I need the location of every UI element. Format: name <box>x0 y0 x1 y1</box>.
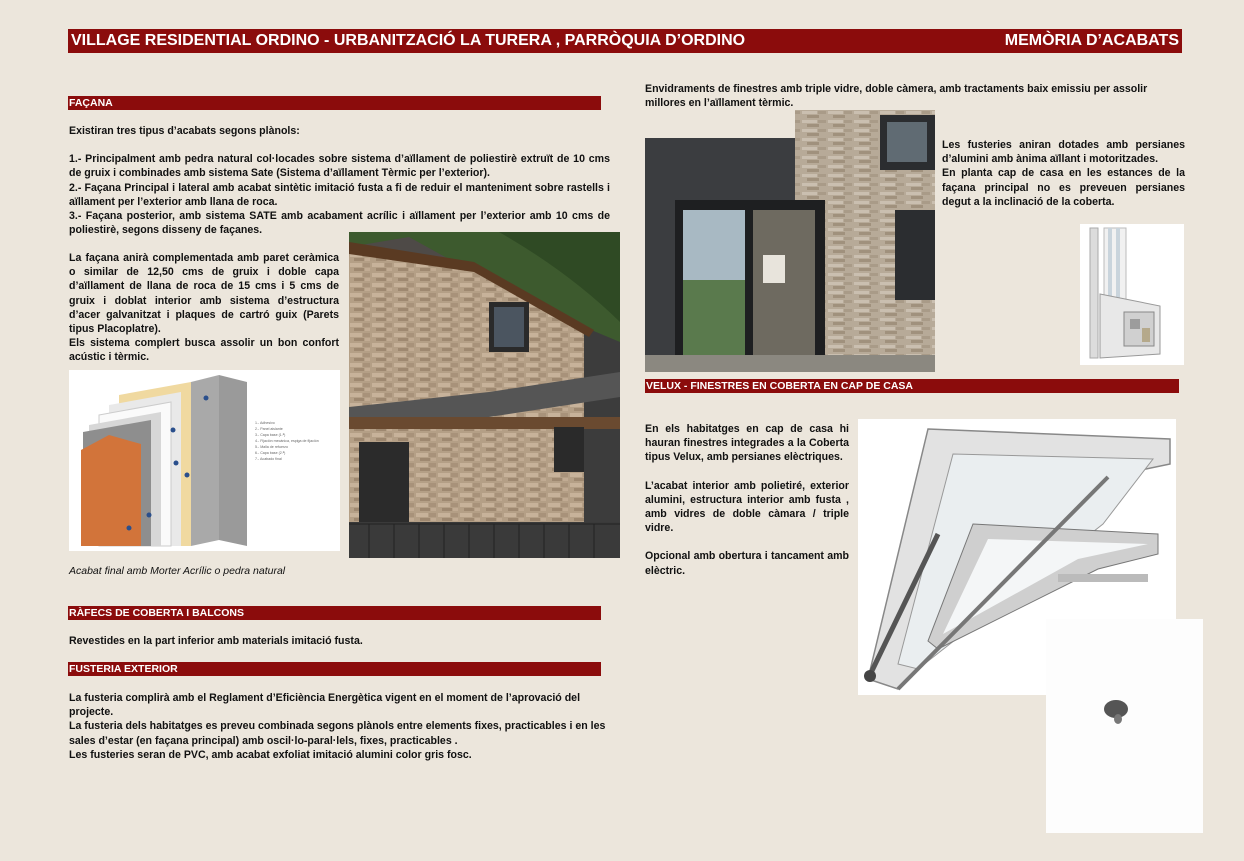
velux-para-1: En els habitatges en cap de casa hi hauran finestres integrades a la Coberta tipus Velux, amb persianes elèctriques. <box>645 423 849 464</box>
facana-para2: La façana anirà complementada amb paret ceràmica o similar de 12,50 cms de gruix i doble capa d’aïllament de llana de roca de 15 cms i 5 cms de gruix i doblat interior amb sistema d’estructura d’acer galvanitzat i plaques de cartró guix (Parets tipus Placoplatre). <box>69 252 339 336</box>
layer-legend-6: 6.- Capa base (2.ª) <box>255 451 286 455</box>
layer-legend-1: 1.- Adhesivo <box>255 421 275 425</box>
layer-legend-4: 4.- Fijación mecánica, espiga de fijación <box>255 439 319 443</box>
facana-para3: Els sistema complert busca assolir un bon confort acústic i tèrmic. <box>69 337 339 364</box>
layer-legend-3: 3.- Capa base (1.ª) <box>255 433 286 437</box>
fusteria-text <box>69 691 610 762</box>
facana-item-3: 3.- Façana posterior, amb sistema SATE amb acabament acrílic i aïllament per l’exterior amb 10 cms de poliestirè, segons disseny de façanes. <box>69 210 610 237</box>
facana-item-2: 2.- Façana Principal i lateral amb acabat sintètic imitació fusta a fi de reduir el manteniment sobre rastells i aïllament per l’exterior amb llana de roca. <box>69 181 610 208</box>
fusteria-line-2: La fusteria dels habitatges es preveu combinada segons plànols entre elements fixes, practicables i en les sales d’estar (en façana principal) amb oscil·lo-paral·lels, fixes, practicables . <box>69 720 606 747</box>
section-heading-velux: VELUX - FINESTRES EN COBERTA EN CAP DE CASA <box>645 379 1179 393</box>
layer-legend-5: 5.- Malla de refuerzo <box>255 445 288 449</box>
velux-para-2: L’acabat interior amb polietiré, exterior alumini, estructura interior amb fusta , amb vidres de doble càmara / triple vidre. <box>645 479 849 535</box>
section-heading-facana: FAÇANA <box>68 96 601 110</box>
fusteria-line-3: Les fusteries seran de PVC, amb acabat exfoliat imitació alumini color gris fosc. <box>69 748 472 761</box>
sate-layers-diagram <box>69 370 340 551</box>
velux-para-3: Opcional amb obertura i tancament amb elèctric. <box>645 550 849 577</box>
section-heading-rafecs: RÀFECS DE COBERTA I BALCONS <box>68 606 601 620</box>
persianes-text <box>942 138 1185 209</box>
layer-legend-7: 7.- Acabado final <box>255 457 282 461</box>
facana-item-1: 1.- Principalment amb pedra natural col·locades sobre sistema d’aïllament de poliestirè extruït de 10 cms de gruix i combinades amb sistema Sate (Sistema d’aïllament Tèrmic per l’exterior). <box>69 153 610 180</box>
house-facade-photo <box>349 232 620 558</box>
page-header-bar <box>68 29 1182 53</box>
document-title: MEMÒRIA D’ACABATS <box>1004 32 1179 49</box>
section-heading-fusteria: FUSTERIA EXTERIOR <box>68 662 601 676</box>
facana-paragraph-2 <box>69 251 339 365</box>
facana-intro: Existiran tres tipus d’acabats segons plànols: <box>69 125 300 137</box>
velux-text <box>645 422 849 578</box>
persianes-para-1: Les fusteries aniran dotades amb persianes d’alumini amb ànima aïllant i motoritzades. <box>942 139 1185 166</box>
fusteria-line-1: La fusteria complirà amb el Reglament d’Eficiència Energètica vigent en el moment de l’aprovació del projecte. <box>69 692 581 719</box>
blank-paper-overlay <box>1046 619 1203 833</box>
diagram-caption: Acabat final amb Morter Acrílic o pedra natural <box>69 565 286 577</box>
facana-text <box>69 124 610 237</box>
rafecs-text: Revestides en la part inferior amb materials imitació fusta. <box>69 635 363 647</box>
layer-legend-2: 2.- Panel aislante <box>255 427 283 431</box>
window-facade-photo <box>645 110 935 372</box>
pvc-profile-image <box>1080 224 1184 365</box>
persianes-para-2: En planta cap de casa en les estances de la façana principal no es preveuen persianes degut a la inclinació de la coberta. <box>942 167 1185 208</box>
page-title: VILLAGE RESIDENTIAL ORDINO - URBANITZACIÓ LA TURERA , PARRÒQUIA D’ORDINO <box>71 32 746 49</box>
envidraments-line-1: Envidraments de finestres amb triple vidre, doble càmera, amb tractaments baix emissiu per assolir millores en l’aïllament tèrmic. <box>645 83 1148 110</box>
